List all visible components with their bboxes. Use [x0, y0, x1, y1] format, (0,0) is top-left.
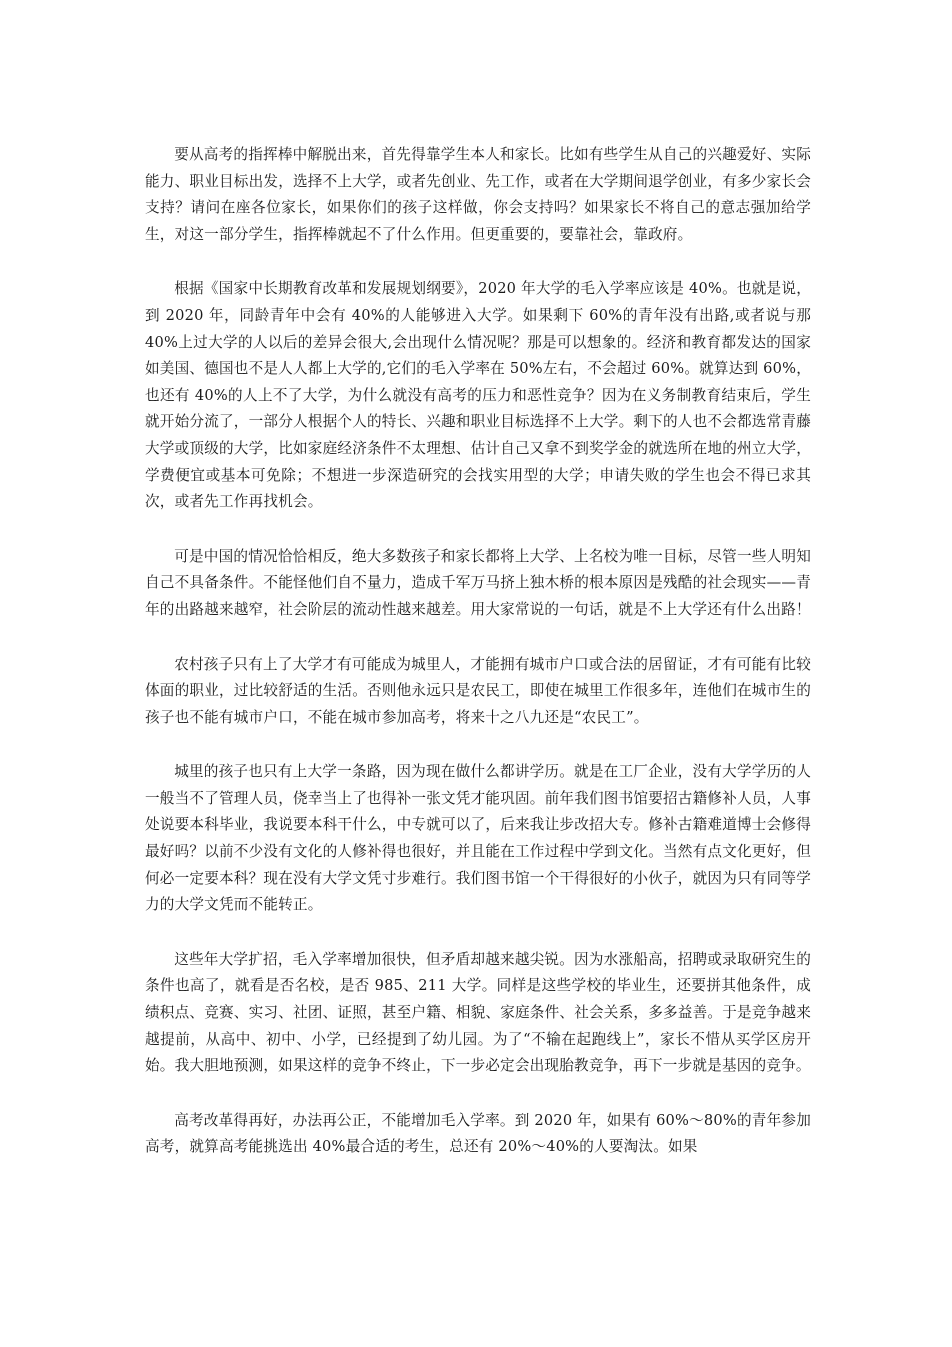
- paragraph-3: 可是中国的情况恰恰相反，绝大多数孩子和家长都将上大学、上名校为唯一目标，尽管一些人明知自己不具备条件。不能怪他们自不量力，造成千军万马挤上独木桥的根本原因是残酷的社会现实——青年的出路越来越窄，社会阶层的流动性越来越差。用大家常说的一句话，就是不上大学还有什么出路！: [145, 547, 811, 618]
- paragraph-5: 城里的孩子也只有上大学一条路，因为现在做什么都讲学历。就是在工厂企业，没有大学学历的人一般当不了管理人员，侥幸当上了也得补一张文凭才能巩固。前年我们图书馆要招古籍修补人员，人事处说要本科毕业，我说要本科干什么，中专就可以了，后来我让步改招大专。修补古籍难道博士会修得最好吗？以前不少没有文化的人修补得也很好，并且能在工作过程中学到文化。当然有点文化更好，但何必一定要本科？现在没有大学文凭寸步难行。我们图书馆一个干得很好的小伙子，就因为只有同等学力的大学文凭而不能转正。: [145, 763, 811, 914]
- paragraph-1: 要从高考的指挥棒中解脱出来，首先得靠学生本人和家长。比如有些学生从自己的兴趣爱好、实际能力、职业目标出发，选择不上大学，或者先创业、先工作，或者在大学期间退学创业，有多少家长会支持？请问在座各位家长，如果你们的孩子这样做，你会支持吗？如果家长不将自己的意志强加给学生，对这一部分学生，指挥棒就起不了什么作用。但更重要的，要靠社会，靠政府。: [145, 146, 811, 243]
- paragraph-6: 这些年大学扩招，毛入学率增加很快，但矛盾却越来越尖锐。因为水涨船高，招聘或录取研究生的条件也高了，就看是否名校，是否 985、211 大学。同样是这些学校的毕业生，还要拼其他条件，成绩积点、竞赛、实习、社团、证照，甚至户籍、相貌、家庭条件、社会关系，多多益善。于是竞争越来越提前，从高中、初中、小学，已经提到了幼儿园。为了“不输在起跑线上”，家长不惜从买学区房开始。我大胆地预测，如果这样的竞争不终止，下一步必定会出现胎教竞争，再下一步就是基因的竞争。: [145, 950, 811, 1075]
- paragraph-4: 农村孩子只有上了大学才有可能成为城里人，才能拥有城市户口或合法的居留证，才有可能有比较体面的职业，过比较舒适的生活。否则他永远只是农民工，即使在城里工作很多年，连他们在城市生的孩子也不能有城市户口，不能在城市参加高考，将来十之八九还是“农民工”。: [145, 655, 811, 726]
- paragraph-2: 根据《国家中长期教育改革和发展规划纲要》，2020 年大学的毛入学率应该是 40%。也就是说，到 2020 年，同龄青年中会有 40%的人能够进入大学。如果剩下 60%的青年没有出路,或者说与那 40%上过大学的人以后的差异会很大,会出现什么情况呢？那是可以想象的。经济和教育都发达的国家如美国、德国也不是人人都上大学的,它们的毛入学率在 50%左右，不会超过 60%。就算达到 60%，也还有 40%的人上不了大学，为什么就没有高考的压力和恶性竞争？因为在义务制教育结束后，学生就开始分流了，一部分人根据个人的特长、兴趣和职业目标选择不上大学。剩下的人也不会都选常青藤大学或顶级的大学，比如家庭经济条件不太理想、估计自己又拿不到奖学金的就选所在地的州立大学，学费便宜或基本可免除；不想进一步深造研究的会找实用型的大学；申请失败的学生也会不得已求其次，或者先工作再找机会。: [145, 280, 811, 511]
- paragraph-7: 高考改革得再好，办法再公正，不能增加毛入学率。到 2020 年，如果有 60%～80%的青年参加高考，就算高考能挑选出 40%最合适的考生，总还有 20%～40%的人要淘汰。如果: [145, 1111, 811, 1156]
- document-body: [145, 142, 811, 1189]
